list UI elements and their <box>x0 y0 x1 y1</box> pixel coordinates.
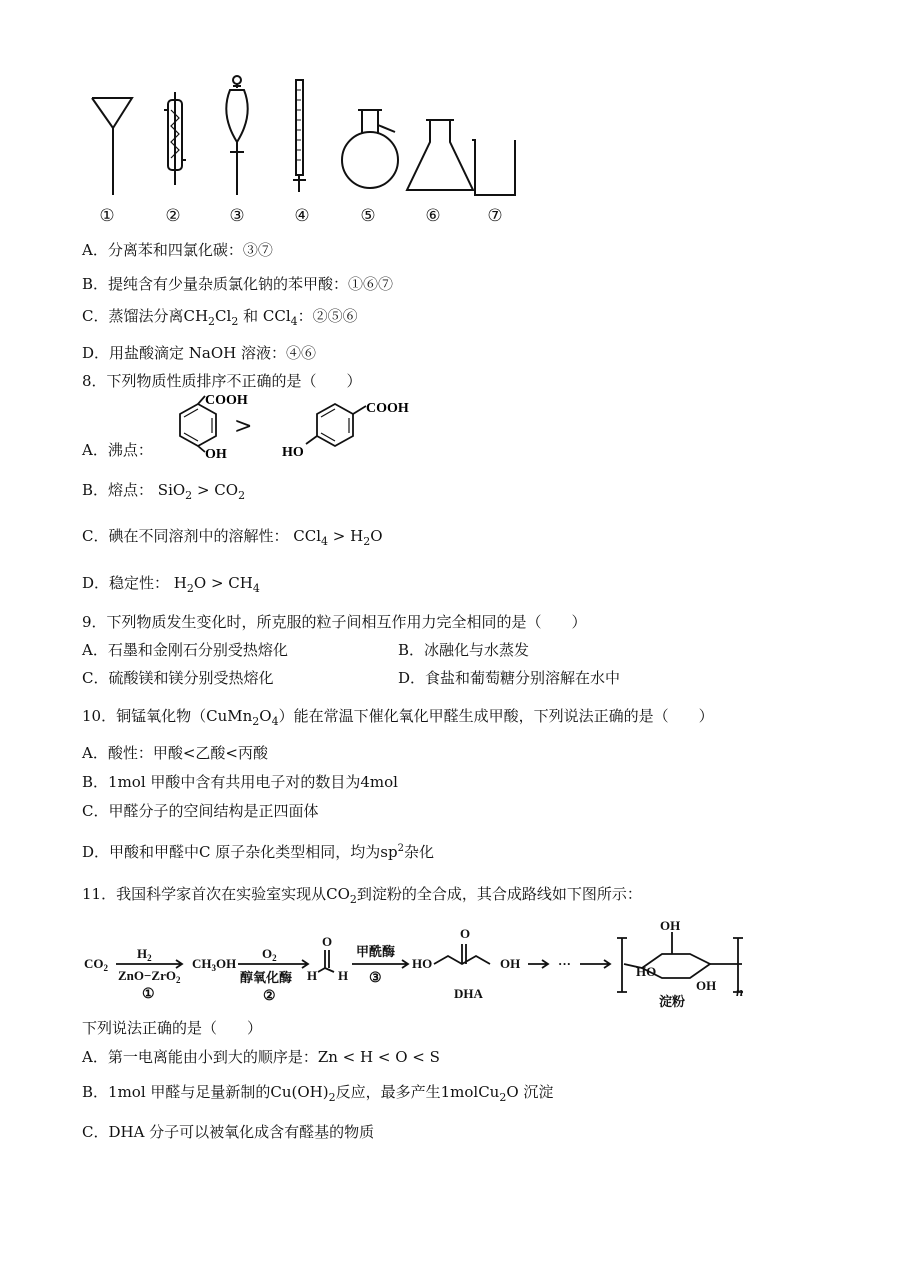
svg-text:O: O <box>322 934 333 949</box>
q7-option-b: B．提纯含有少量杂质氯化钠的苯甲酸：①⑥⑦ <box>82 275 394 293</box>
apparatus-label-7: ⑦ <box>487 206 503 226</box>
q10-option-c: C．甲醛分子的空间结构是正四面体 <box>82 802 319 820</box>
q9-option-d: D．食盐和葡萄糖分别溶解在水中 <box>398 669 621 687</box>
svg-text:O2: $O_2$ <box>262 946 277 963</box>
svg-text:H: H <box>338 968 349 983</box>
q7-option-c: C．蒸馏法分离$CH_2Cl_2$ 和 CCl$_4$：②⑤⑥ <box>82 307 358 328</box>
apparatus-label-5: ⑤ <box>360 206 376 226</box>
apparatus-label-4: ④ <box>294 206 310 226</box>
svg-text:HO: HO <box>412 956 433 971</box>
svg-text:OH: OH <box>500 956 521 971</box>
synthesis-scheme <box>82 918 762 1018</box>
q9-option-a: A．石墨和金刚石分别受热熔化 <box>82 641 288 659</box>
svg-text:COOH: COOH <box>366 401 409 416</box>
q9-option-c: C．硫酸镁和镁分别受热熔化 <box>82 669 274 687</box>
q8-gt-sign: > <box>234 414 253 439</box>
funnel-icon <box>92 98 132 195</box>
q8-option-d: D．稳定性： $H_2O > CH_4$ <box>82 574 260 595</box>
svg-text:OH: OH <box>205 447 227 462</box>
apparatus-label-1: ① <box>99 206 115 226</box>
q7-option-a: A．分离苯和四氯化碳：③⑦ <box>82 241 273 259</box>
svg-text:醇氧化酶: 醇氧化酶 <box>240 970 293 985</box>
q11-follow-prompt: 下列说法正确的是（ ） <box>82 1019 263 1037</box>
q9-option-b: B．冰融化与水蒸发 <box>398 641 530 659</box>
apparatus-label-3: ③ <box>229 206 245 226</box>
svg-text:ZnO−ZrO2: ZnO−ZrO$_2$ <box>118 968 181 985</box>
q11-option-a: A．第一电离能由小到大的顺序是：Zn < H < O < S <box>82 1048 440 1066</box>
apparatus-label-6: ⑥ <box>425 206 441 226</box>
svg-text:H2: $H_2$ <box>137 946 152 963</box>
svg-text:OH: OH <box>660 918 681 933</box>
svg-text:②: ② <box>263 989 276 1004</box>
svg-text:H: H <box>307 968 318 983</box>
apparatus-figure <box>80 70 600 210</box>
q11-option-b: B．1mol 甲醛与足量新制的$Cu(OH)_2$反应，最多产生1molCu$_2$O 沉淀 <box>82 1083 554 1104</box>
svg-text:CO2: $CO_2$ <box>84 956 108 973</box>
svg-text:O: O <box>460 926 471 941</box>
svg-text:n: n <box>736 984 744 999</box>
q8-stem: 8．下列物质性质排序不正确的是（ ） <box>82 372 362 390</box>
svg-text:COOH: COOH <box>205 393 248 408</box>
q8-option-a-label: A．沸点： <box>82 441 153 459</box>
q10-stem: 10．铜锰氧化物$(CuMn_2O_4)$能在常温下催化氧化甲醛生成甲酸，下列说法正确的是（ ） <box>82 707 714 728</box>
apparatus-label-2: ② <box>165 206 181 226</box>
svg-text:···: ··· <box>558 956 572 971</box>
q11-option-c: C．DHA 分子可以被氧化成含有醛基的物质 <box>82 1123 375 1141</box>
svg-text:③: ③ <box>369 971 382 986</box>
q11-stem: 11．我国科学家首次在实验室实现从$CO_2$到淀粉的全合成，其合成路线如下图所示： <box>82 885 642 906</box>
q10-option-a: A．酸性：甲酸<乙酸<丙酸 <box>82 744 268 762</box>
q7-option-d: D．用盐酸滴定 NaOH 溶液：④⑥ <box>82 344 317 362</box>
svg-text:DHA: DHA <box>454 986 483 1001</box>
svg-text:淀粉: 淀粉 <box>659 994 686 1009</box>
svg-text:HO: HO <box>282 445 304 460</box>
p-hydroxybenzoic-acid-structure <box>282 396 432 466</box>
q8-option-b: B．熔点： $SiO_2 > CO_2$ <box>82 481 246 502</box>
svg-text:HO: HO <box>636 964 657 979</box>
q10-option-b: B．1mol 甲酸中含有共用电子对的数目为4mol <box>82 773 398 791</box>
svg-text:甲酰酶: 甲酰酶 <box>356 944 396 959</box>
q8-option-c: C．碘在不同溶剂中的溶解性： $CCl_4 > H_2O$ <box>82 527 383 548</box>
svg-text:CH3OH: $CH_3OH$ <box>192 956 237 973</box>
svg-text:OH: OH <box>696 978 717 993</box>
q9-stem: 9．下列物质发生变化时，所克服的粒子间相互作用力完全相同的是（ ） <box>82 613 587 631</box>
svg-text:①: ① <box>142 987 155 1002</box>
q10-option-d: D．甲酸和甲醛中C 原子杂化类型相同，均为$sp^2$杂化 <box>82 843 434 861</box>
